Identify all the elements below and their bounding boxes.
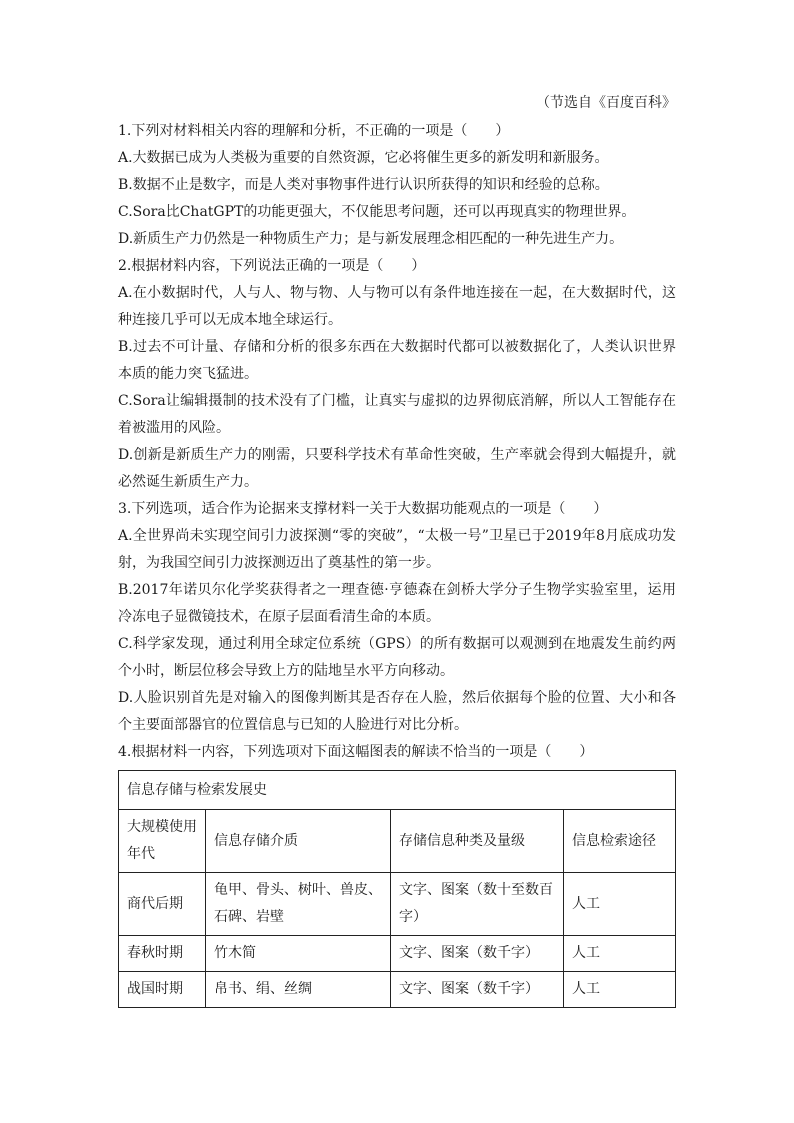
option-c: C.科学家发现，通过利用全球定位系统（GPS）的所有数据可以观测到在地震发生前约两个小时，断层位移会导致上方的陆地呈水平方向移动。 [118,636,676,679]
question-stem: 1.下列对材料相关内容的理解和分析，不正确的一项是（ ） [118,123,510,139]
table-cell: 龟甲、骨头、树叶、兽皮、石碑、岩壁 [206,873,391,936]
question-stem: 4.根据材料一内容，下列选项对下面这幅图表的解读不恰当的一项是（ ） [118,744,594,760]
option-d: D.创新是新质生产力的刚需，只要科学技术有革命性突破，生产率就会得到大幅提升，就必然诞生新质生产力。 [118,447,676,490]
table-cell: 人工 [564,936,676,972]
option-a: A.全世界尚未实现空间引力波探测“零的突破”，“太极一号”卫星已于2019年8月底成功发射，为我国空间引力波探测迈出了奠基性的第一步。 [118,528,676,571]
table-cell: 人工 [564,873,676,936]
header-cell-retrieval: 信息检索途径 [564,810,676,873]
table-header-row [119,810,676,873]
option-a: A.在小数据时代，人与人、物与物、人与物可以有条件地连接在一起，在大数据时代，这种连接几乎可以无成本地全球运行。 [118,285,676,328]
option-d: D.新质生产力仍然是一种物质生产力；是与新发展理念相匹配的一种先进生产力。 [118,231,624,247]
table-cell: 战国时期 [119,972,206,1008]
table-cell: 文字、图案（数千字） [391,972,564,1008]
table-cell: 文字、图案（数千字） [391,936,564,972]
option-c: C.Sora让编辑摄制的技术没有了门槛，让真实与虚拟的边界彻底消解，所以人工智能存在着被滥用的风险。 [118,393,676,436]
table-cell: 文字、图案（数十至数百字） [391,873,564,936]
table-row [119,972,676,1008]
table-cell: 竹木简 [206,936,391,972]
table-row [119,936,676,972]
option-c: C.Sora比ChatGPT的功能更强大，不仅能思考问题，还可以再现真实的物理世界。 [118,204,636,220]
question-stem: 3.下列选项，适合作为论据来支撑材料一关于大数据功能观点的一项是（ ） [118,501,608,517]
option-b: B.2017年诺贝尔化学奖获得者之一理查德·亨德森在剑桥大学分子生物学实验室里，运用冷冻电子显微镜技术，在原子层面看清生命的本质。 [118,582,676,625]
table-cell: 帛书、绢、丝绸 [206,972,391,1008]
document-page [118,92,676,1008]
table-row [119,873,676,936]
source-citation: （节选自《百度百科》 [536,95,676,111]
header-cell-era: 大规模使用年代 [119,810,206,873]
header-cell-medium: 信息存储介质 [206,810,391,873]
header-cell-type: 存储信息种类及量级 [391,810,564,873]
table-cell: 人工 [564,972,676,1008]
table-cell: 商代后期 [119,873,206,936]
question-4 [118,739,676,766]
table-caption: 信息存储与检索发展史 [119,771,676,810]
question-2 [118,253,676,496]
question-1 [118,118,676,253]
option-d: D.人脸识别首先是对输入的图像判断其是否存在人脸，然后依据每个脸的位置、大小和各个主要面部器官的位置信息与已知的人脸进行对比分析。 [118,690,676,733]
question-3 [118,496,676,739]
question-stem: 2.根据材料内容，下列说法正确的一项是（ ） [118,258,426,274]
option-b: B.过去不可计量、存储和分析的很多东西在大数据时代都可以被数据化了，人类认识世界本质的能力突飞猛进。 [118,339,676,382]
table-cell: 春秋时期 [119,936,206,972]
info-history-table [118,770,676,1008]
option-b: B.数据不止是数字，而是人类对事物事件进行认识所获得的知识和经验的总称。 [118,177,609,193]
option-a: A.大数据已成为人类极为重要的自然资源，它必将催生更多的新发明和新服务。 [118,150,609,166]
